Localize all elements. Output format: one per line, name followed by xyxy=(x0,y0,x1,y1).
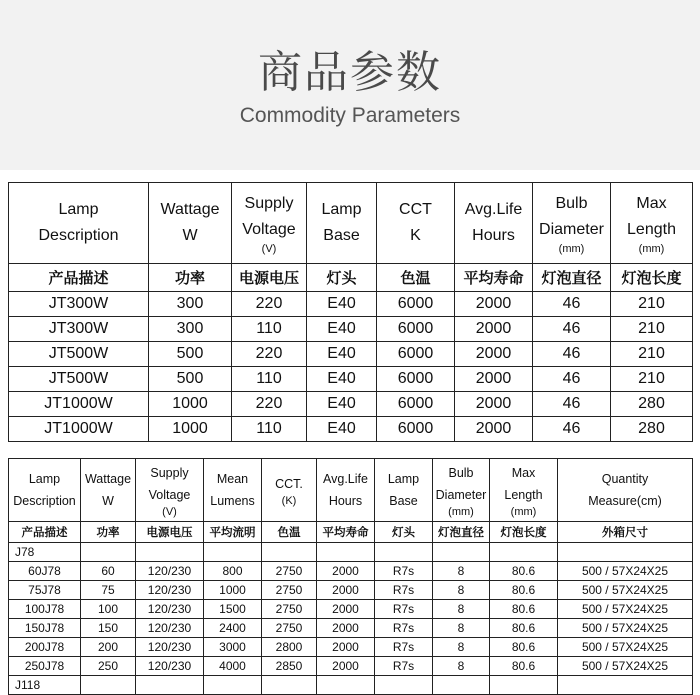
header-cell xyxy=(558,459,693,522)
table-cell: 6000 xyxy=(377,367,455,392)
table-cell: 800 xyxy=(204,562,262,581)
table-cell: 1500 xyxy=(204,600,262,619)
table-cell: 500 xyxy=(149,342,232,367)
table-cell: 120/230 xyxy=(136,657,204,676)
table-cell: 80.6 xyxy=(490,638,558,657)
table-cell: 6000 xyxy=(377,342,455,367)
header-cell-cn: 色温 xyxy=(262,522,317,543)
table-cell: 2000 xyxy=(455,342,533,367)
group-cell xyxy=(136,676,204,695)
header-text: Lumens xyxy=(210,494,255,508)
table-cell: E40 xyxy=(307,292,377,317)
table-cell: E40 xyxy=(307,342,377,367)
header-text: (mm) xyxy=(448,506,474,518)
table-cell: 2000 xyxy=(317,600,375,619)
table-cell: 210 xyxy=(611,342,693,367)
table-cell: 46 xyxy=(533,342,611,367)
table-row xyxy=(9,317,693,342)
header-text: Diameter xyxy=(435,488,487,502)
table-cell: 120/230 xyxy=(136,600,204,619)
header-text: (mm) xyxy=(638,243,665,255)
table-cell: 2000 xyxy=(455,367,533,392)
table-cell: 300 xyxy=(149,292,232,317)
header-cell-cn: 平均寿命 xyxy=(455,264,533,292)
table-cell: 2000 xyxy=(317,619,375,638)
table-row xyxy=(9,657,693,676)
table-cell: 210 xyxy=(611,292,693,317)
header-row xyxy=(9,183,693,264)
table-row xyxy=(9,600,693,619)
table-cell: 1000 xyxy=(149,392,232,417)
table-cell: 500 / 57X24X25 xyxy=(558,562,693,581)
table-cell: R7s xyxy=(375,562,433,581)
page-subtitle: Commodity Parameters xyxy=(239,104,461,127)
table-cell: 2000 xyxy=(455,292,533,317)
header-cell xyxy=(490,459,558,522)
table-cell: 60J78 xyxy=(9,562,81,581)
table-cell: 500 / 57X24X25 xyxy=(558,638,693,657)
table-row xyxy=(9,638,693,657)
header-text: Lamp xyxy=(387,472,420,486)
table-cell: 210 xyxy=(611,367,693,392)
group-cell xyxy=(375,543,433,562)
header-text: Supply xyxy=(244,195,294,212)
table-cell: 250J78 xyxy=(9,657,81,676)
spec-table-jt xyxy=(8,182,693,442)
header-cell-cn: 灯泡直径 xyxy=(533,264,611,292)
header-text: Avg.Life xyxy=(323,472,368,486)
header-text: (mm) xyxy=(558,243,585,255)
header-text: Description xyxy=(13,494,76,508)
header-cell xyxy=(204,459,262,522)
table-cell: E40 xyxy=(307,367,377,392)
header-row xyxy=(9,459,693,522)
table-cell: E40 xyxy=(307,392,377,417)
header-text: Voltage xyxy=(242,221,296,238)
header-text: Max xyxy=(511,466,536,480)
header-text: Wattage xyxy=(84,472,132,486)
table-cell: 2750 xyxy=(262,562,317,581)
table-cell: 80.6 xyxy=(490,657,558,676)
group-cell xyxy=(433,676,490,695)
table-cell: 220 xyxy=(232,392,307,417)
table-cell: 500 xyxy=(149,367,232,392)
header-cell-cn: 外箱尺寸 xyxy=(558,522,693,543)
group-cell: J118 xyxy=(9,676,81,695)
table-cell: 500 / 57X24X25 xyxy=(558,600,693,619)
table-cell: 120/230 xyxy=(136,581,204,600)
header-text: CCT. xyxy=(275,477,303,491)
table-cell: 210 xyxy=(611,317,693,342)
table-cell: 220 xyxy=(232,342,307,367)
header-cell xyxy=(81,459,136,522)
header-cell xyxy=(232,183,307,264)
header-cell-cn: 产品描述 xyxy=(9,522,81,543)
header-cell xyxy=(262,459,317,522)
table-cell: 8 xyxy=(433,581,490,600)
group-cell xyxy=(317,543,375,562)
table-row xyxy=(9,562,693,581)
table-cell: 100 xyxy=(81,600,136,619)
header-text: Hours xyxy=(328,494,363,508)
table-cell: 2750 xyxy=(262,619,317,638)
table-cell: JT1000W xyxy=(9,392,149,417)
header-text: Length xyxy=(627,221,676,238)
table-cell: 220 xyxy=(232,292,307,317)
table-cell: 2000 xyxy=(455,392,533,417)
table-cell: 120/230 xyxy=(136,638,204,657)
header-text: Base xyxy=(389,494,418,508)
table-cell: 110 xyxy=(232,367,307,392)
group-cell xyxy=(558,543,693,562)
table-cell: 46 xyxy=(533,292,611,317)
table-cell: 2750 xyxy=(262,600,317,619)
table-cell: 3000 xyxy=(204,638,262,657)
table-cell: JT300W xyxy=(9,292,149,317)
header-cell xyxy=(433,459,490,522)
table-row xyxy=(9,292,693,317)
table-cell: 2000 xyxy=(317,581,375,600)
group-cell xyxy=(433,543,490,562)
group-cell xyxy=(204,676,262,695)
table-cell: 150J78 xyxy=(9,619,81,638)
table-cell: 2750 xyxy=(262,581,317,600)
table-cell: 6000 xyxy=(377,392,455,417)
table-cell: R7s xyxy=(375,638,433,657)
header-text: Avg.Life xyxy=(464,201,523,218)
header-text: Bulb xyxy=(555,195,588,212)
header-cell xyxy=(377,183,455,264)
header-cell xyxy=(149,183,232,264)
group-cell xyxy=(81,676,136,695)
table-cell: 100J78 xyxy=(9,600,81,619)
table-cell: E40 xyxy=(307,317,377,342)
table-row xyxy=(9,392,693,417)
table-cell: 500 / 57X24X25 xyxy=(558,619,693,638)
table-cell: 8 xyxy=(433,638,490,657)
header-cell-cn: 色温 xyxy=(377,264,455,292)
table-cell: 2000 xyxy=(317,638,375,657)
header-cell xyxy=(455,183,533,264)
table-row xyxy=(9,342,693,367)
group-cell xyxy=(136,543,204,562)
header-cell xyxy=(307,183,377,264)
header-text: (V) xyxy=(261,243,277,255)
group-cell xyxy=(262,543,317,562)
header-row-cn xyxy=(9,522,693,543)
table-cell: 280 xyxy=(611,392,693,417)
table-cell: 46 xyxy=(533,392,611,417)
header-text: CCT xyxy=(399,201,432,218)
table-cell: 80.6 xyxy=(490,581,558,600)
header-cell-cn: 灯泡长度 xyxy=(611,264,693,292)
table-cell: 80.6 xyxy=(490,619,558,638)
table-cell: R7s xyxy=(375,581,433,600)
table-cell: 1000 xyxy=(149,417,232,442)
header-text: Lamp xyxy=(321,201,362,218)
group-cell xyxy=(490,543,558,562)
table-cell: 75 xyxy=(81,581,136,600)
table-cell: 110 xyxy=(232,317,307,342)
group-cell xyxy=(204,543,262,562)
table-cell: 200J78 xyxy=(9,638,81,657)
table-cell: 500 / 57X24X25 xyxy=(558,657,693,676)
table-row xyxy=(9,581,693,600)
table-cell: 150 xyxy=(81,619,136,638)
table-cell: 46 xyxy=(533,317,611,342)
table-cell: E40 xyxy=(307,417,377,442)
table-cell: R7s xyxy=(375,657,433,676)
group-cell xyxy=(558,676,693,695)
header-cell-cn: 电源电压 xyxy=(232,264,307,292)
header-text: Lamp xyxy=(58,201,99,218)
table-cell: 75J78 xyxy=(9,581,81,600)
table-cell: 60 xyxy=(81,562,136,581)
table-cell: 2850 xyxy=(262,657,317,676)
table-cell: 2000 xyxy=(455,417,533,442)
group-cell: J78 xyxy=(9,543,81,562)
header-text: Mean xyxy=(216,472,249,486)
header-text: (mm) xyxy=(510,506,537,518)
page-title: 商品参数 xyxy=(258,47,442,98)
spec-table-j78 xyxy=(8,458,693,695)
header-text: Diameter xyxy=(539,221,604,238)
header-cell-cn: 功率 xyxy=(81,522,136,543)
table-cell: 6000 xyxy=(377,292,455,317)
table-cell: 1000 xyxy=(204,581,262,600)
header-text: W xyxy=(102,494,114,508)
header-text: Quantity xyxy=(601,472,649,486)
header-cell-cn: 平均寿命 xyxy=(317,522,375,543)
header-cell xyxy=(9,459,81,522)
table-cell: 46 xyxy=(533,367,611,392)
group-cell xyxy=(375,676,433,695)
table-cell: 250 xyxy=(81,657,136,676)
header-cell-cn: 灯头 xyxy=(307,264,377,292)
table-cell: 2000 xyxy=(317,562,375,581)
table-cell: R7s xyxy=(375,600,433,619)
table-row xyxy=(9,367,693,392)
table-cell: JT500W xyxy=(9,342,149,367)
header-text: W xyxy=(182,227,198,244)
group-cell xyxy=(317,676,375,695)
table-cell: 46 xyxy=(533,417,611,442)
header-text: Max xyxy=(636,195,667,212)
group-cell xyxy=(81,543,136,562)
table-cell: 8 xyxy=(433,600,490,619)
table-cell: 120/230 xyxy=(136,562,204,581)
table-cell: JT300W xyxy=(9,317,149,342)
header-text: (V) xyxy=(162,506,177,518)
group-row xyxy=(9,676,693,695)
header-cell-cn: 灯泡直径 xyxy=(433,522,490,543)
header-cell xyxy=(317,459,375,522)
header-cell xyxy=(136,459,204,522)
header-cell xyxy=(611,183,693,264)
table-cell: JT500W xyxy=(9,367,149,392)
header-cell-cn: 产品描述 xyxy=(9,264,149,292)
header-cell-cn: 功率 xyxy=(149,264,232,292)
table-cell: 2000 xyxy=(455,317,533,342)
table-cell: 8 xyxy=(433,657,490,676)
table-cell: 8 xyxy=(433,619,490,638)
table-cell: 500 / 57X24X25 xyxy=(558,581,693,600)
header-cell-cn: 电源电压 xyxy=(136,522,204,543)
header-text: Description xyxy=(38,227,119,244)
header-cell xyxy=(533,183,611,264)
table-cell: JT1000W xyxy=(9,417,149,442)
table-cell: 6000 xyxy=(377,317,455,342)
header-text: Measure(cm) xyxy=(588,494,662,508)
table-cell: 2000 xyxy=(317,657,375,676)
table-row xyxy=(9,619,693,638)
table-cell: 120/230 xyxy=(136,619,204,638)
header-text: Base xyxy=(323,227,360,244)
header-text: Length xyxy=(504,488,543,502)
header-text: Supply xyxy=(150,466,189,480)
header-cell-cn: 平均流明 xyxy=(204,522,262,543)
header-text: Lamp xyxy=(28,472,61,486)
table-cell: 300 xyxy=(149,317,232,342)
table-cell: 8 xyxy=(433,562,490,581)
header-banner xyxy=(0,0,700,170)
header-text: (K) xyxy=(281,495,297,507)
header-text: Hours xyxy=(472,227,515,244)
table-cell: 200 xyxy=(81,638,136,657)
header-row-cn xyxy=(9,264,693,292)
header-cell-cn: 灯头 xyxy=(375,522,433,543)
header-text: Wattage xyxy=(160,201,220,218)
table-cell: 80.6 xyxy=(490,600,558,619)
group-cell xyxy=(490,676,558,695)
header-cell-cn: 灯泡长度 xyxy=(490,522,558,543)
group-row xyxy=(9,543,693,562)
table-cell: 280 xyxy=(611,417,693,442)
table-cell: 2400 xyxy=(204,619,262,638)
table-cell: R7s xyxy=(375,619,433,638)
table-row xyxy=(9,417,693,442)
header-text: K xyxy=(410,227,421,244)
header-cell xyxy=(375,459,433,522)
table-cell: 2800 xyxy=(262,638,317,657)
group-cell xyxy=(262,676,317,695)
table-cell: 110 xyxy=(232,417,307,442)
table-cell: 80.6 xyxy=(490,562,558,581)
header-text: Voltage xyxy=(148,488,191,502)
table-cell: 4000 xyxy=(204,657,262,676)
header-cell xyxy=(9,183,149,264)
header-text: Bulb xyxy=(448,466,474,480)
table-cell: 6000 xyxy=(377,417,455,442)
